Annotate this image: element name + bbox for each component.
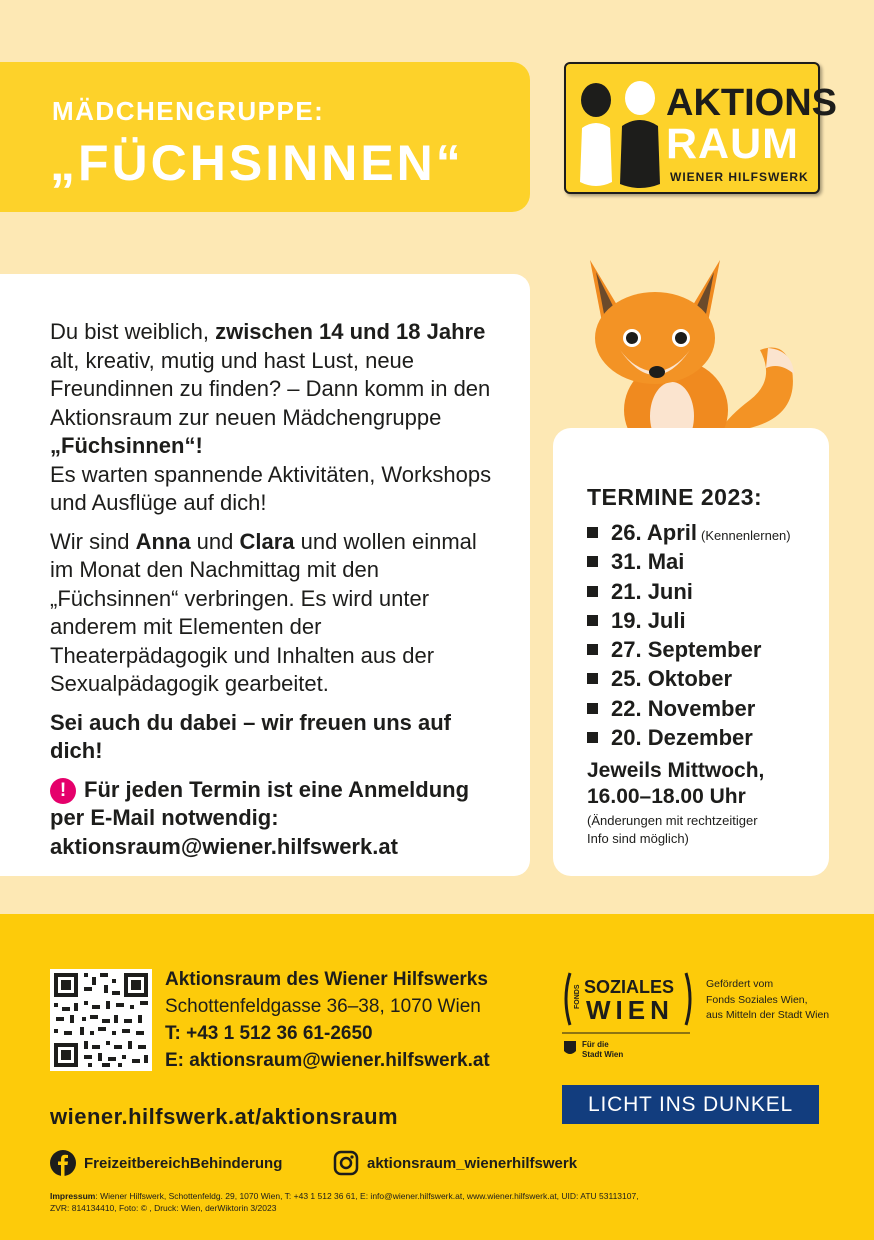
registration-notice — [50, 776, 500, 862]
fsw-top-text: SOZIALES — [584, 977, 675, 997]
logo-word-aktions: AKTIONS — [666, 82, 837, 124]
instagram-link[interactable] — [333, 1150, 577, 1176]
logo-figures-icon — [576, 78, 666, 190]
date-label: 25. Oktober — [611, 666, 733, 692]
intro-text-span: alt, kreativ, mutig und hast Lust, neue Freundinnen zu finden? – Dann komm in den Aktionsraum zur neuen Mädchengruppe — [50, 347, 491, 430]
page-title: „FÜCHSINNEN“ — [50, 135, 464, 191]
date-label: 19. Juli — [611, 607, 686, 633]
bullet-square-icon — [587, 556, 598, 567]
fsw-bottom-text: WIEN — [586, 995, 674, 1025]
fsw-city-line-1: Für die — [582, 1040, 609, 1049]
bullet-square-icon — [587, 732, 598, 743]
facebook-handle: FreizeitbereichBehinderung — [84, 1154, 283, 1172]
dates-list — [587, 520, 791, 754]
date-item — [587, 579, 791, 608]
date-item — [587, 520, 791, 549]
date-item — [587, 549, 791, 578]
fonds-soziales-wien-logo — [562, 969, 694, 1063]
intro-text-span: und wollen einmal im Monat den Nachmittag mit den „Füchsinnen“ verbringen. Es wird unter anderem mit Elementen der Theaterpädagogik und Inhalten aus der Sexualpädagogik gearbeitet. — [50, 528, 477, 696]
date-label: 26. April — [611, 520, 697, 545]
dates-heading: TERMINE 2023: — [587, 484, 763, 510]
bullet-square-icon — [587, 673, 598, 684]
meeting-hours: 16.00–18.00 Uhr — [587, 785, 746, 808]
impressum-text: : Wiener Hilfswerk, Schottenfeldg. 29, 1070 Wien, T: +43 1 512 36 61, E: info@wiener.hilfswerk.at, www.wiener.hilfswerk.at, UID: ATU 53113107, — [95, 1191, 639, 1201]
date-item — [587, 637, 791, 666]
bullet-square-icon — [587, 527, 598, 538]
date-item — [587, 725, 791, 754]
org-name: Aktionsraum des Wiener Hilfswerks — [165, 969, 488, 990]
contact-address — [165, 966, 490, 1074]
leader-name: Clara — [239, 528, 295, 554]
phone-number[interactable]: T: +43 1 512 36 61-2650 — [165, 1023, 373, 1044]
exclamation-icon: ! — [50, 778, 76, 804]
funding-note — [706, 977, 829, 1024]
facebook-icon — [50, 1150, 76, 1176]
funding-line: Gefördert vom — [706, 978, 774, 990]
impressum-text: ZVR: 814134410, Foto: © , Druck: Wien, derWiktorin 3/2023 — [50, 1203, 277, 1213]
fsw-small-text: FONDS — [574, 984, 581, 1009]
intro-paragraph-3: Sei auch du dabei – wir freuen uns auf dich! — [50, 709, 451, 763]
page-subtitle: MÄDCHENGRUPPE: — [52, 96, 325, 126]
intro-text-span: Es warten spannende Aktivitäten, Workshops und Ausflüge auf dich! — [50, 461, 492, 515]
intro-paragraph-2 — [50, 528, 500, 699]
change-note-line: (Änderungen mit rechtzeitiger — [587, 813, 758, 828]
dates-card — [553, 428, 829, 876]
fsw-city-line-2: Stadt Wien — [582, 1050, 624, 1059]
date-item — [587, 696, 791, 725]
intro-text — [50, 318, 500, 871]
logo-word-raum: RAUM — [666, 120, 799, 168]
facebook-link[interactable] — [50, 1150, 282, 1176]
email-address[interactable]: E: aktionsraum@wiener.hilfswerk.at — [165, 1050, 490, 1071]
change-note-line: Info sind möglich) — [587, 831, 689, 846]
licht-ins-dunkel-logo: LICHT INS DUNKEL — [562, 1085, 819, 1124]
group-name: „Füchsinnen“! — [50, 433, 203, 458]
age-range: zwischen 14 und 18 Jahre — [215, 319, 486, 344]
date-label: 27. September — [611, 637, 762, 663]
date-label: 20. Dezember — [611, 725, 753, 751]
street-address: Schottenfeldgasse 36–38, 1070 Wien — [165, 996, 481, 1017]
impressum-label: Impressum — [50, 1191, 96, 1201]
intro-text-span: und — [190, 528, 240, 554]
intro-paragraph-1 — [50, 318, 500, 518]
change-note — [587, 812, 758, 848]
date-label: 21. Juni — [611, 578, 693, 604]
notice-text: Für jeden Termin ist eine Anmeldung per E-Mail notwendig: aktionsraum@wiener.hilfswerk.at — [50, 776, 470, 859]
bullet-square-icon — [587, 703, 598, 714]
intro-text-span: Wir sind — [50, 528, 136, 554]
impressum — [50, 1190, 820, 1214]
leader-name: Anna — [135, 528, 191, 554]
date-label: 22. November — [611, 695, 756, 721]
meeting-time — [587, 758, 764, 810]
logo-word-hilfswerk: WIENER HILFSWERK — [670, 170, 809, 184]
bullet-square-icon — [587, 615, 598, 626]
website-link[interactable]: wiener.hilfswerk.at/aktionsraum — [50, 1104, 399, 1129]
instagram-icon — [333, 1150, 359, 1176]
intro-text-span: Du bist weiblich, — [50, 319, 216, 344]
bullet-square-icon — [587, 586, 598, 597]
date-item — [587, 666, 791, 695]
bullet-square-icon — [587, 644, 598, 655]
title-banner — [0, 62, 530, 212]
footer — [0, 914, 874, 1240]
date-item — [587, 608, 791, 637]
aktionsraum-logo — [564, 62, 837, 194]
instagram-handle: aktionsraum_wienerhilfswerk — [367, 1154, 578, 1172]
funding-line: Fonds Soziales Wien, — [706, 993, 808, 1006]
intro-card — [0, 274, 530, 876]
date-note: (Kennenlernen) — [701, 528, 791, 543]
date-label: 31. Mai — [611, 549, 685, 575]
meeting-day: Jeweils Mittwoch, — [587, 759, 765, 782]
funding-line: aus Mitteln der Stadt Wien — [706, 1009, 830, 1021]
qr-code[interactable] — [50, 969, 152, 1071]
